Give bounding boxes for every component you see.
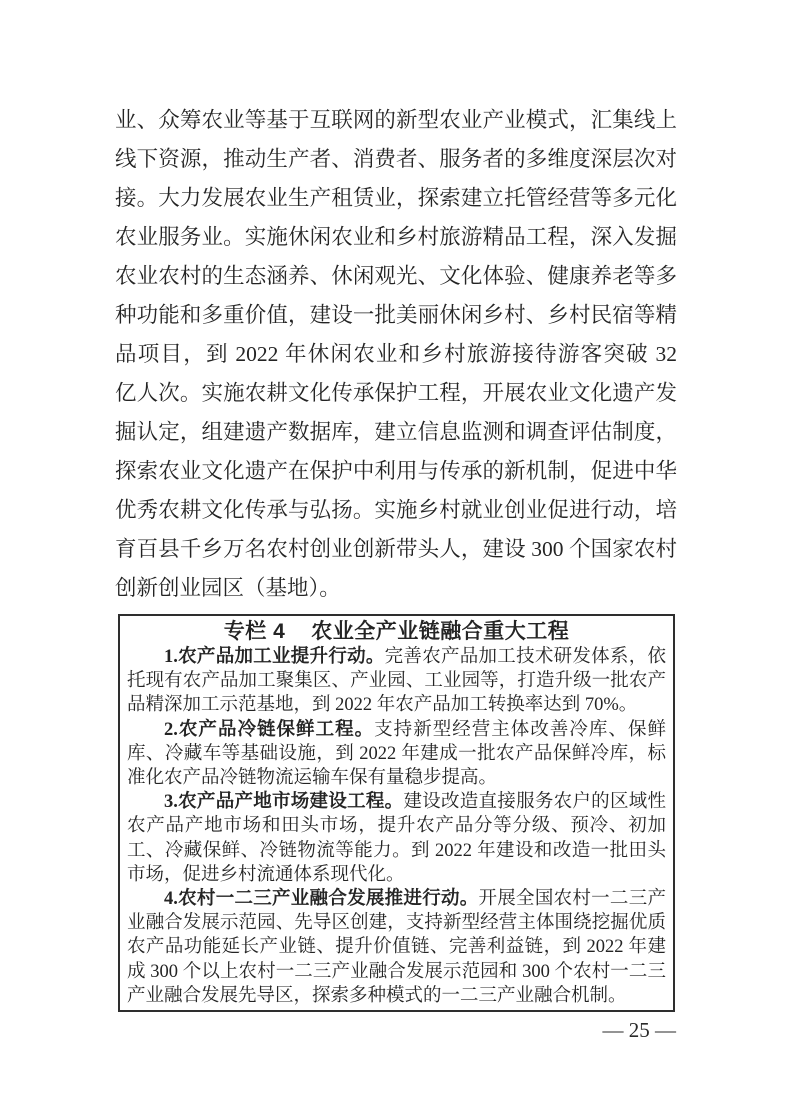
callout-item-lead: 3.农产品产地市场建设工程。 bbox=[164, 792, 404, 813]
callout-item-text: 开展全国农村一二三产业融合发展示范园、先导区创建，支持新型经营主体围绕挖掘优质农产品功能延长产业链、提升价值链、完善利益链，到 2022 年建成 300 个以上农村一二三产业融合发展示范园和 300 个农村一二三产业融合发展先导区，探索多种模式的一二三产业融合机制。 bbox=[127, 889, 666, 1006]
callout-box-item bbox=[127, 790, 666, 887]
body-line: 种功能和多重价值，建设一批美丽休闲乡村、乡村民宿等精 bbox=[115, 303, 677, 327]
body-paragraph bbox=[115, 101, 677, 608]
callout-item-text: 支持新型经营主体改善冷库、保鲜库、冷藏车等基础设施，到 2022 年建成一批农产品保鲜冷库，标准化农产品冷链物流运输车保有量稳步提高。 bbox=[127, 719, 666, 789]
page-footer bbox=[603, 1016, 677, 1044]
callout-box-label: 专栏 4 bbox=[223, 620, 286, 643]
body-line: 农业农村的生态涵养、休闲观光、文化体验、健康养老等多 bbox=[115, 264, 677, 288]
body-line: 接。大力发展农业生产租赁业，探索建立托管经营等多元化 bbox=[115, 186, 677, 210]
page-number: — 25 — bbox=[602, 1018, 676, 1042]
body-line: 线下资源，推动生产者、消费者、服务者的多维度深层次对 bbox=[115, 147, 677, 171]
callout-box-item bbox=[127, 887, 666, 1008]
body-line: 掘认定，组建遗产数据库，建立信息监测和调查评估制度， bbox=[115, 420, 677, 444]
body-line: 品项目，到 2022 年休闲农业和乡村旅游接待游客突破 32 bbox=[115, 342, 677, 366]
callout-box-title bbox=[127, 618, 666, 645]
body-line: 亿人次。实施农耕文化传承保护工程，开展农业文化遗产发 bbox=[115, 381, 677, 405]
callout-box bbox=[118, 614, 675, 1012]
callout-box-item bbox=[127, 718, 666, 791]
callout-box-item bbox=[127, 645, 666, 718]
callout-item-lead: 2.农产品冷链保鲜工程。 bbox=[164, 719, 375, 740]
callout-item-lead: 1.农产品加工业提升行动。 bbox=[164, 647, 385, 667]
body-line: 探索农业文化遗产在保护中利用与传承的新机制，促进中华 bbox=[115, 459, 677, 483]
callout-item-lead: 4.农村一二三产业融合发展推进行动。 bbox=[164, 889, 479, 910]
callout-item-text: 完善农产品加工技术研发体系，依托现有农产品加工聚集区、产业园、工业园等，打造升级一批农产品精深加工示范基地，到 2022 年农产品加工转换率达到 70%。 bbox=[127, 647, 666, 716]
callout-box-heading: 农业全产业链融合重大工程 bbox=[311, 620, 570, 643]
callout-item-text: 建设改造直接服务农户的区域性农产品产地市场和田头市场，提升农产品分等分级、预冷、初加工、冷藏保鲜、冷链物流等能力。到 2022 年建设和改造一批田头市场，促进乡村流通体系现代化。 bbox=[127, 792, 666, 885]
body-line: 农业服务业。实施休闲农业和乡村旅游精品工程，深入发掘 bbox=[115, 225, 677, 249]
body-line: 育百县千乡万名农村创业创新带头人，建设 300 个国家农村 bbox=[115, 537, 677, 561]
body-line: 创新创业园区（基地）。 bbox=[115, 576, 341, 600]
body-line: 优秀农耕文化传承与弘扬。实施乡村就业创业促进行动，培 bbox=[115, 498, 677, 522]
body-line: 业、众筹农业等基于互联网的新型农业产业模式，汇集线上 bbox=[115, 108, 677, 132]
